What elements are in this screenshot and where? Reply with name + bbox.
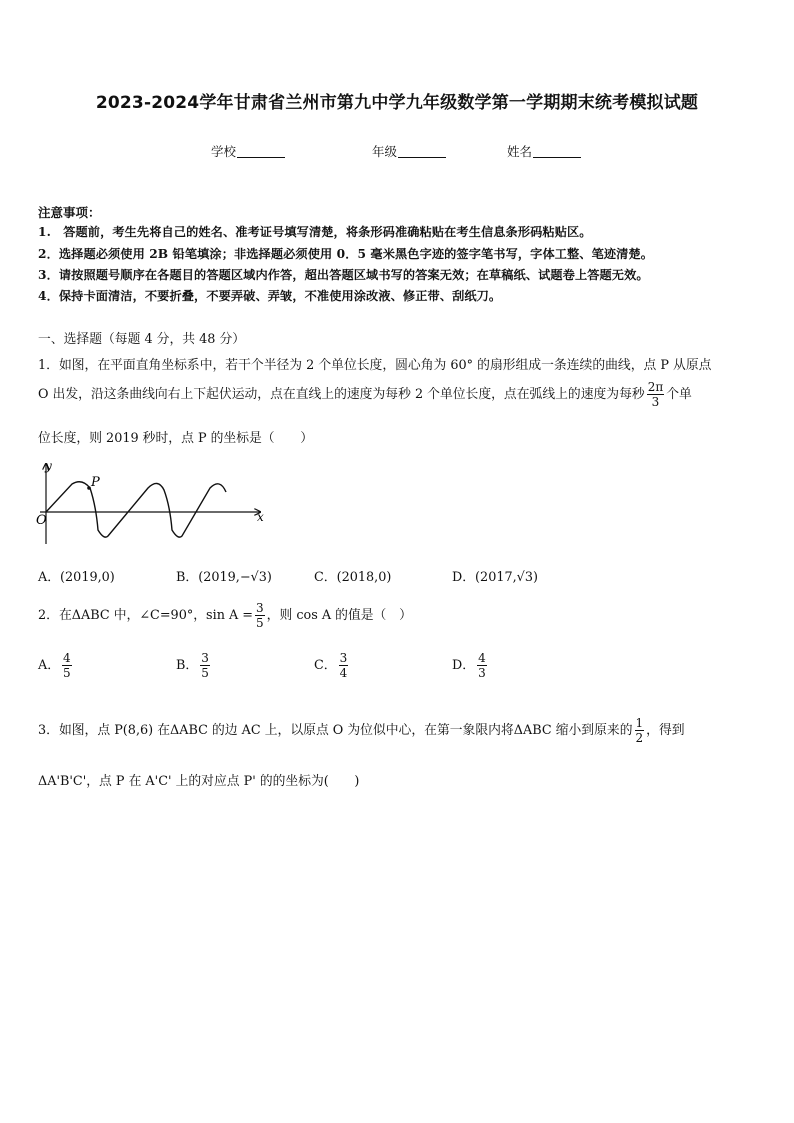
q1-line2a: O 出发，沿这条曲线向右上下起伏运动，点在直线上的速度为每秒 2 个单位长度，点在弧线上的速度为每秒 [38, 387, 645, 402]
q2-stem-a: 2．在ΔABC 中，∠C=90°，sin A = [38, 608, 254, 623]
wave-curve [46, 482, 226, 537]
notes-heading: 注意事项： [38, 205, 101, 220]
name-blank[interactable] [533, 145, 581, 158]
q2-stem [38, 601, 412, 630]
x-axis-label: x [257, 510, 264, 524]
q2-option-c[interactable] [314, 651, 350, 680]
q1-option-a[interactable]: A．(2019,0) [38, 570, 115, 585]
q1-option-b[interactable]: B．(2019,−√3) [176, 570, 272, 585]
q2-stem-b: ，则 cos A 的值是（ ） [266, 608, 412, 623]
q2-option-d-fraction [477, 651, 487, 680]
y-axis-label: y [45, 459, 52, 473]
note-item: 3．请按照题号顺序在各题目的答题区域内作答，超出答题区域书写的答案无效；在草稿纸、试题卷上答题无效。 [38, 268, 649, 282]
q1-option-c[interactable]: C．(2018,0) [314, 570, 392, 585]
name-field [507, 142, 581, 160]
frac-den: 4 [339, 666, 348, 680]
frac-num: 4 [63, 651, 71, 665]
grade-field [372, 142, 446, 160]
q2-fraction [255, 601, 265, 630]
q3-line1 [38, 716, 685, 745]
q1-frac-den: 3 [651, 395, 660, 409]
q2-option-d-label: D． [452, 658, 476, 673]
note-item: 4．保持卡面清洁，不要折叠，不要弄破、弄皱，不准使用涂改液、修正带、刮纸刀。 [38, 289, 502, 303]
frac-num: 3 [201, 651, 209, 665]
note-item: 2．选择题必须使用 2B 铅笔填涂；非选择题必须使用 0．5 毫米黑色字迹的签字笔书写，字体工整、笔迹清楚。 [38, 247, 654, 261]
frac-den: 5 [63, 666, 71, 680]
frac-num: 3 [339, 651, 348, 665]
q3-line1a: 3．如图，点 P(8,6) 在ΔABC 的边 AC 上，以原点 O 为位似中心，在第一象限内将ΔABC 缩小到原来的 [38, 723, 633, 738]
q1-line3: 位长度，则 2019 秒时，点 P 的坐标是（ ） [38, 431, 313, 446]
section-heading: 一、选择题（每题 4 分，共 48 分） [38, 332, 246, 347]
q2-frac-num: 3 [256, 601, 264, 615]
grade-blank[interactable] [398, 145, 446, 158]
q3-frac-den: 2 [635, 731, 644, 745]
q1-option-d[interactable]: D．(2017,√3) [452, 570, 538, 585]
grade-label: 年级 [372, 144, 398, 159]
q2-option-b[interactable] [176, 651, 212, 680]
q3-line2: ΔA'B'C'，点 P 在 A'C' 上的对应点 P' 的的坐标为( ) [38, 774, 360, 789]
frac-den: 5 [201, 666, 209, 680]
origin-label: O [36, 513, 47, 528]
q1-fraction [647, 380, 665, 409]
q2-option-a[interactable] [38, 651, 74, 680]
q2-option-b-fraction [200, 651, 210, 680]
point-p [87, 486, 91, 490]
q1-frac-num: 2π [647, 380, 664, 394]
q2-option-b-label: B． [176, 658, 199, 673]
q1-line1: 1．如图，在平面直角坐标系中，若干个半径为 2 个单位长度，圆心角为 60° 的扇形组成一条连续的曲线，点 P 从原点 [38, 358, 712, 373]
point-p-label: P [91, 475, 100, 490]
q3-fraction [635, 716, 645, 745]
school-field [211, 142, 285, 160]
q2-option-c-label: C． [314, 658, 337, 673]
frac-num: 4 [478, 651, 486, 665]
frac-den: 3 [478, 666, 486, 680]
q1-line2b: 个单 [666, 387, 692, 402]
q2-option-d[interactable] [452, 651, 489, 680]
school-label: 学校 [211, 144, 237, 159]
q1-figure [36, 458, 272, 550]
q1-line2 [38, 380, 692, 409]
note-item: 1. 答题前，考生先将自己的姓名、准考证号填写清楚，将条形码准确粘贴在考生信息条形码粘贴区。 [38, 225, 592, 239]
q2-frac-den: 5 [256, 616, 264, 630]
school-blank[interactable] [237, 145, 285, 158]
q2-option-a-label: A． [38, 658, 61, 673]
q2-option-c-fraction [339, 651, 349, 680]
q3-frac-num: 1 [635, 716, 644, 730]
q2-option-a-fraction [62, 651, 72, 680]
page-title: 2023-2024学年甘肃省兰州市第九中学九年级数学第一学期期末统考模拟试题 [95, 93, 699, 113]
name-label: 姓名 [507, 144, 533, 159]
q3-line1b: ，得到 [646, 723, 685, 738]
